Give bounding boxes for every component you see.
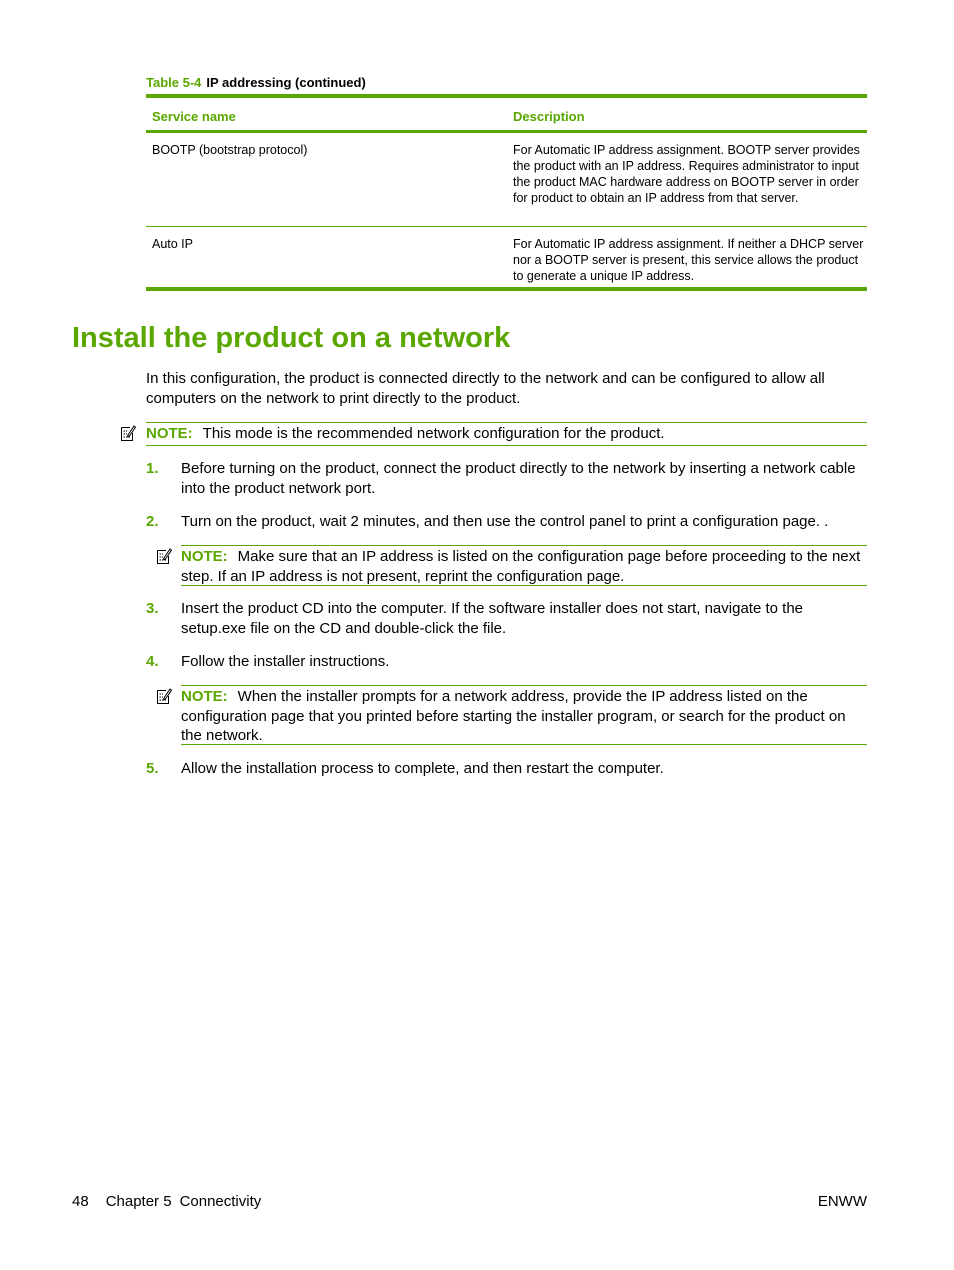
- section-heading: Install the product on a network: [72, 322, 511, 354]
- note-box: [181, 685, 867, 745]
- note-icon: [120, 424, 136, 442]
- step-number: 3.: [146, 600, 159, 617]
- table-row: [146, 133, 867, 226]
- step-text: Before turning on the product, connect the product directly to the network by inserting a network cable into the product network port.: [181, 460, 856, 497]
- note-text: This mode is the recommended network configuration for the product.: [202, 425, 665, 442]
- table-title: IP addressing (continued): [206, 75, 366, 90]
- note-icon: [156, 687, 172, 705]
- column-header-description: Description: [513, 109, 585, 124]
- page-footer-left: [72, 1193, 278, 1210]
- step-number: 5.: [146, 760, 159, 777]
- table-bottom-rule: [146, 287, 867, 291]
- note-label: NOTE:: [146, 425, 193, 442]
- step-text: Turn on the product, wait 2 minutes, and then use the control panel to print a configuration page. .: [181, 513, 829, 530]
- step-number: 2.: [146, 513, 159, 530]
- note-label: NOTE:: [181, 688, 228, 705]
- step-number: 1.: [146, 460, 159, 477]
- intro-paragraph: In this configuration, the product is connected directly to the network and can be configured to allow all computers on the network to print directly to the product.: [146, 370, 825, 407]
- table-caption: [146, 75, 366, 90]
- ip-addressing-table: [146, 94, 867, 291]
- step-text: Allow the installation process to complete, and then restart the computer.: [181, 760, 664, 777]
- chapter-label: Chapter 5: [105, 1193, 172, 1210]
- chapter-title: Connectivity: [179, 1193, 262, 1210]
- page-footer-right: ENWW: [817, 1193, 867, 1210]
- note-text: Make sure that an IP address is listed on the configuration page before proceeding to the next step. If an IP address is not present, reprint the configuration page.: [181, 548, 861, 585]
- table-row: [146, 227, 867, 287]
- column-header-service-name: Service name: [152, 109, 236, 124]
- note-box: [181, 545, 867, 586]
- note-box: [146, 422, 867, 446]
- page-number: 48: [72, 1193, 89, 1210]
- table-header-row: [146, 98, 867, 130]
- note-icon: [156, 547, 172, 565]
- note-text: When the installer prompts for a network address, provide the IP address listed on the configuration page that you printed before starting the installer program, or search for the product on the network.: [181, 688, 846, 744]
- row-description: For Automatic IP address assignment. If neither a DHCP server nor a BOOTP server is present, this service allows the product to generate a unique IP address.: [513, 237, 864, 283]
- note-label: NOTE:: [181, 548, 228, 565]
- step-text: Insert the product CD into the computer. If the software installer does not start, navigate to the setup.exe file on the CD and double-click the file.: [181, 600, 804, 637]
- row-service-name: Auto IP: [152, 237, 193, 251]
- step-text: Follow the installer instructions.: [181, 653, 390, 670]
- row-description: For Automatic IP address assignment. BOOTP server provides the product with an IP address. Requires administrator to input the product MAC hardware address on BOOTP server in order for product to obtain an IP address from that server.: [513, 143, 860, 205]
- row-service-name: BOOTP (bootstrap protocol): [152, 143, 308, 157]
- step-number: 4.: [146, 653, 159, 670]
- table-number: Table 5-4: [146, 75, 202, 90]
